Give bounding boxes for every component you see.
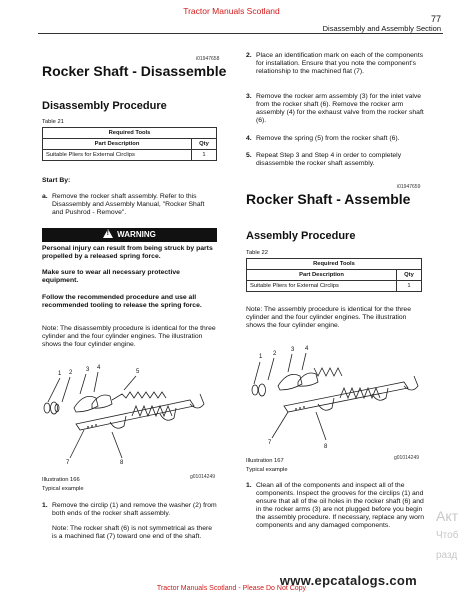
callout-1: 1 [58, 371, 62, 377]
step-text: Repeat Step 3 and Step 4 in order to completely disassemble the rocker shaft assembly. [256, 152, 402, 167]
footer-text: Tractor Manuals Scotland - Please Do Not Copy [156, 585, 307, 592]
table-header-qty: Qty [192, 139, 217, 150]
overlay-text-2: Чтоб [436, 530, 459, 541]
right-title: Rocker Shaft - Assemble [246, 191, 411, 207]
step-number: 2. [246, 52, 252, 59]
left-step-note: Note: The rocker shaft (6) is not symmetrical as there is a machined flat (7) toward one end of the shaft. [52, 525, 213, 540]
start-item-text: Remove the rocker shaft assembly. Refer to this Disassembly and Assembly Manual, "Rocker Shaft and Pushrod - Remove". [52, 193, 205, 216]
callout-3: 3 [291, 347, 295, 353]
table-header-part: Part Description [43, 139, 192, 150]
right-figure-code: g01014249 [394, 455, 420, 461]
warning-banner [42, 228, 217, 242]
callout-2: 2 [273, 351, 277, 357]
step-number: 1. [42, 502, 48, 509]
table-caption: Required Tools [43, 128, 217, 139]
table-row [43, 150, 217, 161]
start-item-letter: a. [42, 193, 48, 200]
step-number: 5. [246, 152, 252, 159]
left-figure-subcaption: Typical example [42, 486, 84, 492]
step-text: Place an identification mark on each of the components for installation. Ensure that you note the component's relationship to the machined flat (7). [256, 52, 424, 75]
warning-text-2: Make sure to wear all necessary protective equipment. [42, 269, 180, 284]
start-by-label: Start By: [42, 177, 71, 184]
table-cell-part: Suitable Pliers for External Circlips [247, 281, 397, 292]
table-row [247, 281, 422, 292]
rocker-shaft-illustration [40, 360, 220, 470]
callout-5: 5 [136, 369, 140, 375]
right-table-label: Table 22 [246, 250, 268, 256]
right-step-5 [246, 152, 426, 170]
left-ref-code: i01947658 [196, 56, 220, 62]
left-tools-table [42, 127, 217, 161]
warning-label: WARNING [117, 230, 156, 239]
step-text: Remove the rocker arm assembly (3) for the inlet valve from the rocker shaft (6). Remove the rocker arm assembly (4) for the exhaust valve from the rocker shaft (6). [256, 93, 424, 124]
header-rule [38, 33, 443, 34]
overlay-text-3: разд [436, 550, 458, 561]
callout-7: 7 [66, 460, 70, 466]
step-text: Clean all of the components and inspect all of the components. Inspect the grooves for the circlips (1) and ensure that all of the oil holes in the rocker shaft (6) and in the rocker arms (3) are not plugged before you begin the assembly procedure. If necessary, replace any worn components and any damaged components. [256, 482, 424, 529]
start-by-item [42, 193, 217, 223]
right-assembly-step-1 [246, 482, 426, 542]
page-number: 77 [430, 14, 441, 24]
callout-8: 8 [120, 460, 124, 466]
step-text: Remove the circlip (1) and remove the washer (2) from both ends of the rocker shaft assembly. [52, 502, 217, 517]
callout-4: 4 [97, 365, 101, 371]
left-title: Rocker Shaft - Disassemble [42, 63, 227, 79]
callout-2: 2 [69, 370, 73, 376]
right-step-3 [246, 93, 426, 129]
table-cell-part: Suitable Pliers for External Circlips [43, 150, 192, 161]
left-figure-caption: Illustration 166 [42, 477, 80, 483]
callout-4: 4 [305, 346, 309, 352]
section-title: Disassembly and Assembly Section [322, 24, 441, 33]
step-number: 3. [246, 93, 252, 100]
left-procedure-title: Disassembly Procedure [42, 100, 167, 112]
table-cell-qty: 1 [192, 150, 217, 161]
rocker-shaft-illustration [244, 340, 424, 452]
table-header-qty: Qty [397, 270, 422, 281]
callout-8: 8 [324, 444, 328, 450]
table-caption: Required Tools [247, 259, 422, 270]
right-note: Note: The assembly procedure is identical for the three cylinder and the four cylinder engines. The illustration shows the four cylinder engine. [246, 306, 411, 329]
right-tools-table [246, 258, 422, 292]
callout-7: 7 [268, 440, 272, 446]
overlay-text-1: Акт [436, 508, 459, 524]
table-cell-qty: 1 [397, 281, 422, 292]
right-procedure-title: Assembly Procedure [246, 230, 356, 242]
step-number: 1. [246, 482, 252, 489]
right-ref-code: i01947659 [397, 184, 421, 190]
watermark: www.epcatalogs.com [279, 573, 417, 588]
left-figure-code: g01014249 [190, 474, 216, 480]
left-step-1 [42, 502, 218, 520]
warning-icon: ! [103, 229, 113, 238]
left-table-label: Table 21 [42, 119, 64, 125]
callout-1: 1 [259, 354, 263, 360]
callout-3: 3 [86, 367, 90, 373]
step-text: Remove the spring (5) from the rocker shaft (6). [256, 135, 400, 142]
step-number: 4. [246, 135, 252, 142]
right-figure-subcaption: Typical example [246, 467, 288, 473]
left-note: Note: The disassembly procedure is identical for the three cylinder and the four cylinder engines. The illustration shows the four cylinder engine. [42, 325, 216, 348]
right-figure-caption: Illustration 167 [246, 458, 284, 464]
table-header-part: Part Description [247, 270, 397, 281]
warning-text-3: Follow the recommended procedure and use all recommended tooling to release the spring force. [42, 294, 202, 309]
right-step-2 [246, 52, 426, 88]
header-brand: Tractor Manuals Scotland [183, 6, 280, 16]
right-step-4 [246, 135, 426, 145]
warning-text-1: Personal injury can result from being struck by parts propelled by a released spring force. [42, 245, 213, 260]
